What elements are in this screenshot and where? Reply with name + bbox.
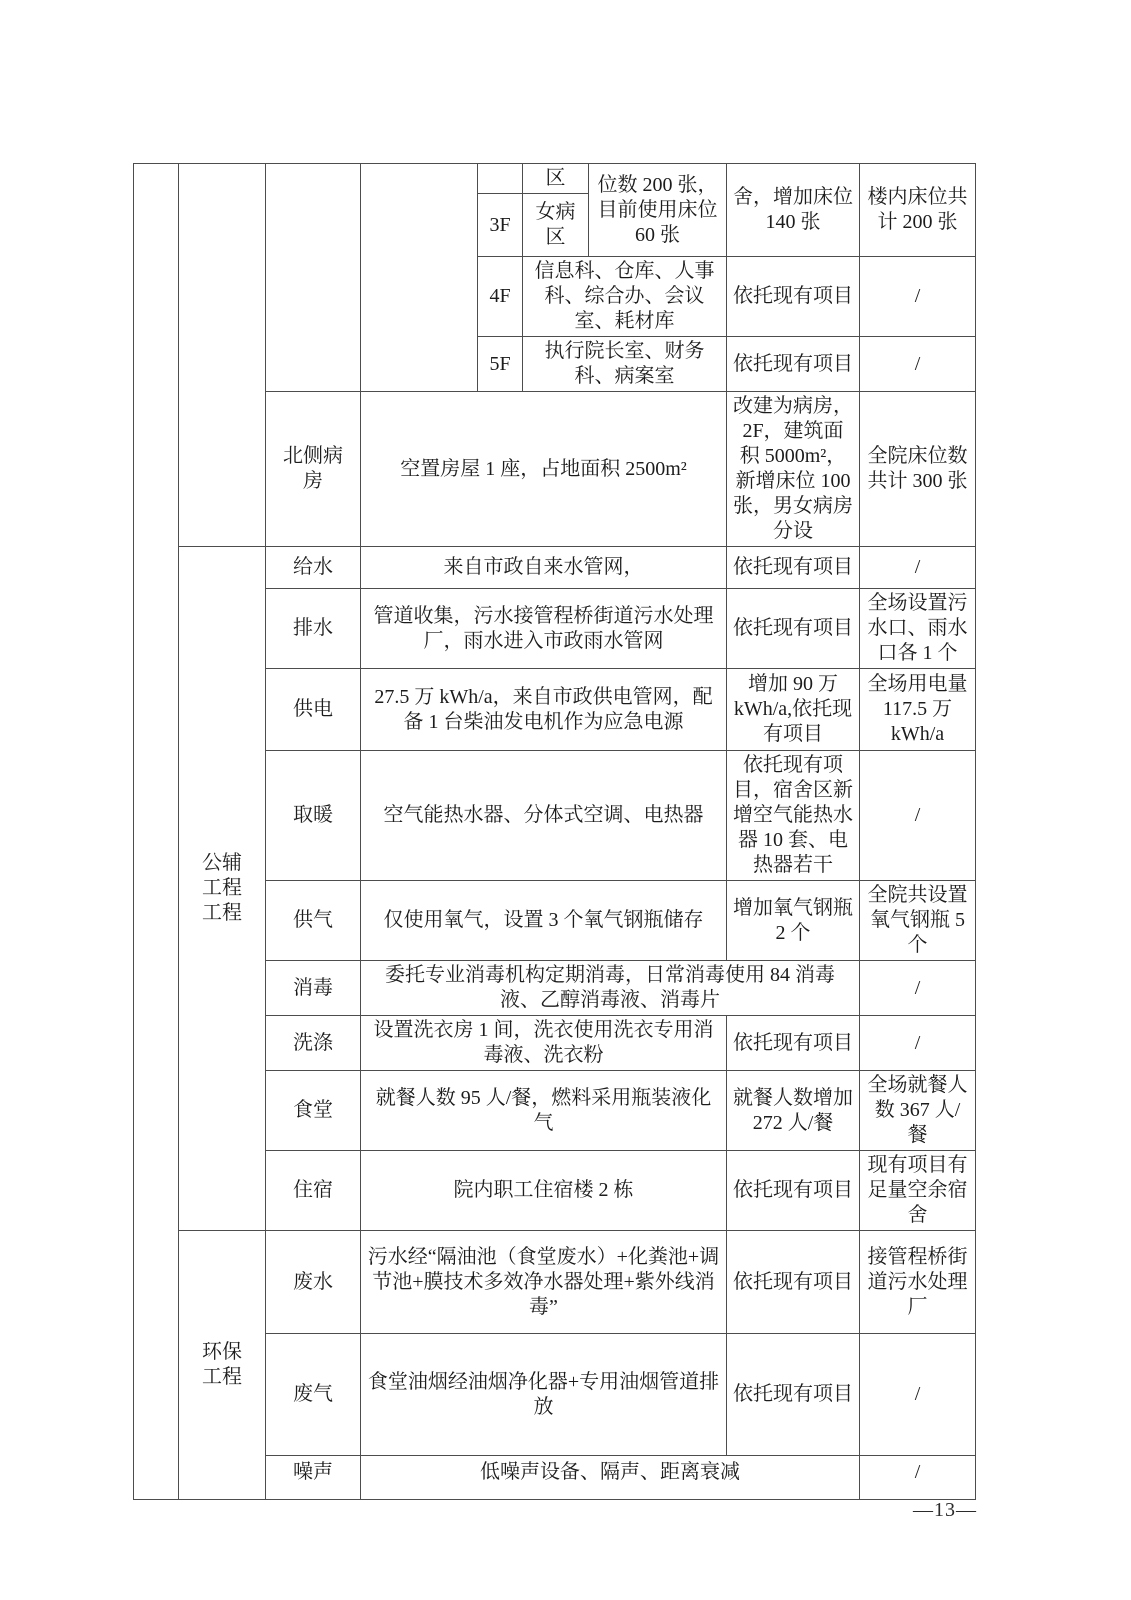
drainage-label-cell: 排水 [266,589,361,669]
laundry-desc-cell: 设置洗衣房 1 间，洗衣使用洗衣专用消毒液、洗衣粉 [361,1016,727,1071]
page-number: —13— [913,1499,977,1521]
lodging-desc-cell: 院内职工住宿楼 2 栋 [361,1151,727,1231]
water-supply-desc-cell: 来自市政自来水管网， [361,547,727,589]
wastegas-label-cell: 废气 [266,1334,361,1456]
gas-label-cell: 供气 [266,881,361,961]
wastewater-change-cell: 依托现有项目 [727,1231,860,1334]
water-supply-label-cell: 给水 [266,547,361,589]
wastegas-desc-cell: 食堂油烟经油烟净化器+专用油烟管道排放 [361,1334,727,1456]
heating-remark-cell: / [860,751,976,881]
sublabel-continuation-cell [266,164,361,392]
power-change-cell: 增加 90 万 kWh/a,依托现有项目 [727,669,860,751]
group-label-environment: 环保工程 [202,1341,242,1388]
north-ward-change-cell: 改建为病房，2F，建筑面积 5000m²，新增床位 100 张，男女病房分设 [727,392,860,547]
power-desc-cell: 27.5 万 kWh/a，来自市政供电管网，配备 1 台柴油发电机作为应急电源 [361,669,727,751]
power-remark-cell: 全场用电量 117.5 万 kWh/a [860,669,976,751]
laundry-label-cell: 洗涤 [266,1016,361,1071]
heating-change-cell: 依托现有项目，宿舍区新增空气能热水器 10 套、电热器若干 [727,751,860,881]
floor-4f-uses-cell: 信息科、仓库、人事科、综合办、会议室、耗材库 [523,257,727,337]
water-supply-change-cell: 依托现有项目 [727,547,860,589]
disinfect-label-cell: 消毒 [266,961,361,1016]
heating-label-cell: 取暖 [266,751,361,881]
floor-3f-cell: 3F [478,194,523,257]
group-continuation-cell [179,164,266,547]
floor-4f-remark-cell: / [860,257,976,337]
disinfect-desc-cell: 委托专业消毒机构定期消毒，日常消毒使用 84 消毒液、乙醇消毒液、消毒片 [361,961,860,1016]
wastewater-remark-cell: 接管程桥街道污水处理厂 [860,1231,976,1334]
canteen-label-cell: 食堂 [266,1071,361,1151]
wastewater-label-cell: 废水 [266,1231,361,1334]
room-qu-cell: 区 [523,164,589,194]
noise-label-cell: 噪声 [266,1456,361,1500]
laundry-change-cell: 依托现有项目 [727,1016,860,1071]
drainage-change-cell: 依托现有项目 [727,589,860,669]
north-ward-label-cell [266,392,361,547]
group-label-environment-cell [179,1231,266,1500]
canteen-desc-cell: 就餐人数 95 人/餐，燃料采用瓶装液化气 [361,1071,727,1151]
floor-5f-remark-cell: / [860,337,976,392]
drainage-remark-cell: 全场设置污水口、雨水口各 1 个 [860,589,976,669]
floor-empty-cell [478,164,523,194]
lodging-change-cell: 依托现有项目 [727,1151,860,1231]
beds-desc-cell: 位数 200 张，目前使用床位 60 张 [589,164,727,257]
floor-5f-change-cell: 依托现有项目 [727,337,860,392]
drainage-desc-cell: 管道收集，污水接管程桥街道污水处理厂，雨水进入市政雨水管网 [361,589,727,669]
north-ward-remark-cell: 全院床位数共计 300 张 [860,392,976,547]
floor-4f-cell: 4F [478,257,523,337]
lodging-remark-cell: 现有项目有足量空余宿舍 [860,1151,976,1231]
laundry-remark-cell: / [860,1016,976,1071]
water-supply-remark-cell: / [860,547,976,589]
north-ward-desc-cell: 空置房屋 1 座，占地面积 2500m² [361,392,727,547]
floor-5f-cell: 5F [478,337,523,392]
beds-remark-cell: 楼内床位共计 200 张 [860,164,976,257]
power-label-cell: 供电 [266,669,361,751]
floor-5f-uses-cell: 执行院长室、财务科、病案室 [523,337,727,392]
outer-spacer-cell [134,164,179,1500]
inner-continuation-cell [361,164,478,392]
gas-remark-cell: 全院共设置氧气钢瓶 5 个 [860,881,976,961]
noise-remark-cell: / [860,1456,976,1500]
room-female-ward-cell: 女病区 [523,194,589,257]
canteen-change-cell: 就餐人数增加 272 人/餐 [727,1071,860,1151]
floor-4f-change-cell: 依托现有项目 [727,257,860,337]
lodging-label-cell: 住宿 [266,1151,361,1231]
gas-change-cell: 增加氧气钢瓶 2 个 [727,881,860,961]
group-label-utility-cell [179,547,266,1231]
noise-desc-cell: 低噪声设备、隔声、距离衰减 [361,1456,860,1500]
heating-desc-cell: 空气能热水器、分体式空调、电热器 [361,751,727,881]
wastewater-desc-cell: 污水经“隔油池（食堂废水）+化粪池+调节池+膜技术多效净水器处理+紫外线消毒” [361,1231,727,1334]
project-components-table [133,163,976,1483]
disinfect-remark-cell: / [860,961,976,1016]
beds-change-cell: 舍，增加床位 140 张 [727,164,860,257]
group-label-utility: 公辅工程工程 [202,852,242,924]
north-ward-label: 北侧病房 [283,445,343,492]
canteen-remark-cell: 全场就餐人数 367 人/餐 [860,1071,976,1151]
table-grid [133,163,976,1500]
wastegas-change-cell: 依托现有项目 [727,1334,860,1456]
gas-desc-cell: 仅使用氧气，设置 3 个氧气钢瓶储存 [361,881,727,961]
wastegas-remark-cell: / [860,1334,976,1456]
